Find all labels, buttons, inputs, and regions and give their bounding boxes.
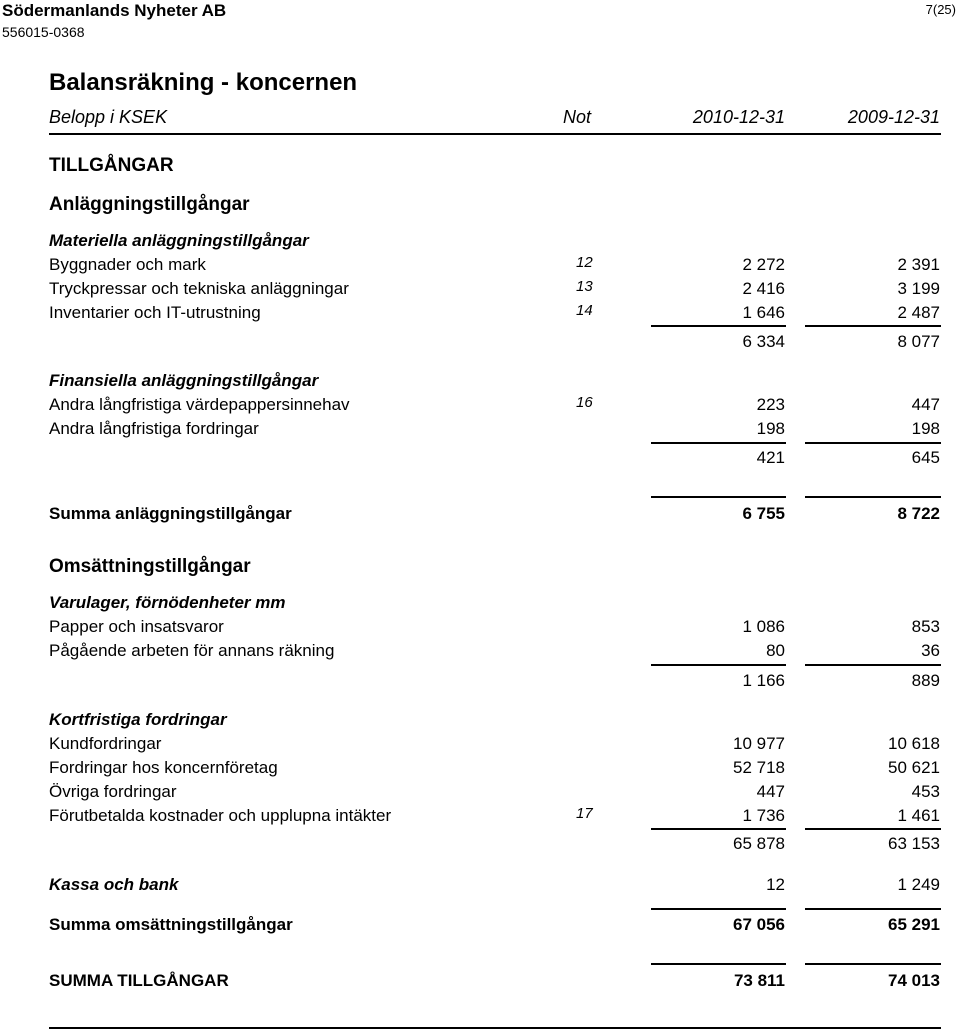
table-row [0,733,960,755]
footer-rule [49,1027,941,1029]
row-value-2010: 2 416 [742,279,785,298]
row-value-2009: 36 [921,641,940,660]
row-label: Tryckpressar och tekniska anläggningar [49,279,349,298]
table-row [0,640,960,662]
table-row [0,254,960,276]
row-note: 13 [576,278,593,295]
row-label: Kundfordringar [49,734,162,753]
row-label: Summa anläggningstillgångar [49,504,292,523]
row-value-2009: 645 [911,448,940,467]
row-value-2010: 80 [766,641,785,660]
row-value-2010: 1 646 [742,303,785,322]
subtotal-rule [651,442,786,444]
row-value-2009: 2 391 [897,255,940,274]
row-value-2009: 1 249 [897,875,940,894]
subtotal-row [0,447,960,469]
total-rule [805,908,941,910]
row-value-2009: 853 [911,617,940,636]
row-label: Andra långfristiga fordringar [49,419,259,438]
company-name: Södermanlands Nyheter AB [2,1,227,20]
grand-total-rule [805,963,941,965]
table-row [0,394,960,416]
row-value-2009: 3 199 [897,279,940,298]
table-row [0,805,960,827]
table-row [0,757,960,779]
row-label: SUMMA TILLGÅNGAR [49,971,229,990]
row-value-2010: 447 [756,782,785,801]
row-label: Kassa och bank [49,875,179,894]
org-number: 556015-0368 [2,24,85,40]
row-value-2009: 8 722 [897,504,940,523]
row-value-2010: 223 [756,395,785,414]
subtotal-row [0,670,960,692]
column-header-2009: 2009-12-31 [847,107,940,127]
column-header-note: Not [563,107,592,127]
row-value-2010: 2 272 [742,255,785,274]
row-label: Papper och insatsvaror [49,617,224,636]
page-number: 7(25) [925,2,956,17]
row-label: Byggnader och mark [49,255,206,274]
row-value-2010: 12 [766,875,785,894]
subtotal-rule [651,828,786,830]
header-rule [49,133,941,135]
row-value-2010: 6 755 [742,504,785,523]
total-rule [651,908,786,910]
row-label: Pågående arbeten för annans räkning [49,641,335,660]
column-header-amount: Belopp i KSEK [49,107,168,127]
subtotal-rule [805,664,941,666]
subsection-heading [0,230,960,252]
table-row-kassa [0,874,960,896]
row-value-2009: 1 461 [897,806,940,825]
subtotal-rule [651,664,786,666]
row-label: Summa omsättningstillgångar [49,915,293,934]
row-value-2009: 889 [911,671,940,690]
subtotal-row [0,833,960,855]
row-value-2009: 198 [911,419,940,438]
subsection-heading [0,709,960,731]
table-row [0,418,960,440]
row-value-2009: 453 [911,782,940,801]
grand-total-rule [651,963,786,965]
row-label: Inventarier och IT-utrustning [49,303,261,322]
row-label: Kortfristiga fordringar [49,710,227,729]
subtotal-rule [805,325,941,327]
row-note: 17 [576,805,593,822]
column-header-2010: 2010-12-31 [692,107,785,127]
row-value-2010: 52 718 [733,758,785,777]
table-row [0,781,960,803]
row-value-2009: 65 291 [888,915,940,934]
row-value-2009: 63 153 [888,834,940,853]
section-heading-omsattningstillgangar [0,556,960,578]
subtotal-row [0,331,960,353]
total-rule [805,496,941,498]
row-value-2009: 74 013 [888,971,940,990]
row-label: Omsättningstillgångar [49,556,251,577]
row-value-2009: 447 [911,395,940,414]
subtotal-rule [805,828,941,830]
subtotal-rule [805,442,941,444]
row-value-2010: 65 878 [733,834,785,853]
page-title: Balansräkning - koncernen [49,69,358,96]
row-value-2010: 1 086 [742,617,785,636]
row-value-2009: 2 487 [897,303,940,322]
row-value-2010: 67 056 [733,915,785,934]
row-value-2009: 10 618 [888,734,940,753]
subsection-heading [0,592,960,614]
row-label: Fordringar hos koncernföretag [49,758,278,777]
row-label: Varulager, förnödenheter mm [49,593,286,612]
row-label: TILLGÅNGAR [49,155,174,176]
row-note: 12 [576,254,593,271]
row-note: 16 [576,394,593,411]
row-value-2009: 50 621 [888,758,940,777]
row-value-2009: 8 077 [897,332,940,351]
subsection-heading [0,370,960,392]
row-value-2010: 421 [756,448,785,467]
row-label: Finansiella anläggningstillgångar [49,371,319,390]
row-label: Förutbetalda kostnader och upplupna intäkter [49,806,392,825]
total-rule [651,496,786,498]
row-value-2010: 198 [756,419,785,438]
total-row [0,503,960,525]
table-row [0,278,960,300]
row-value-2010: 1 736 [742,806,785,825]
subtotal-rule [651,325,786,327]
table-row [0,616,960,638]
row-label: Materiella anläggningstillgångar [49,231,309,250]
row-note: 14 [576,302,593,319]
total-row [0,914,960,936]
grand-total-row [0,970,960,992]
table-row [0,302,960,324]
section-heading-tillgangar [0,155,960,177]
row-value-2010: 1 166 [742,671,785,690]
row-value-2010: 6 334 [742,332,785,351]
row-label: Anläggningstillgångar [49,194,250,215]
section-heading-anlaggningstillgangar [0,194,960,216]
row-value-2010: 10 977 [733,734,785,753]
row-label: Övriga fordringar [49,782,177,801]
row-label: Andra långfristiga värdepappersinnehav [49,395,350,414]
row-value-2010: 73 811 [733,971,785,990]
